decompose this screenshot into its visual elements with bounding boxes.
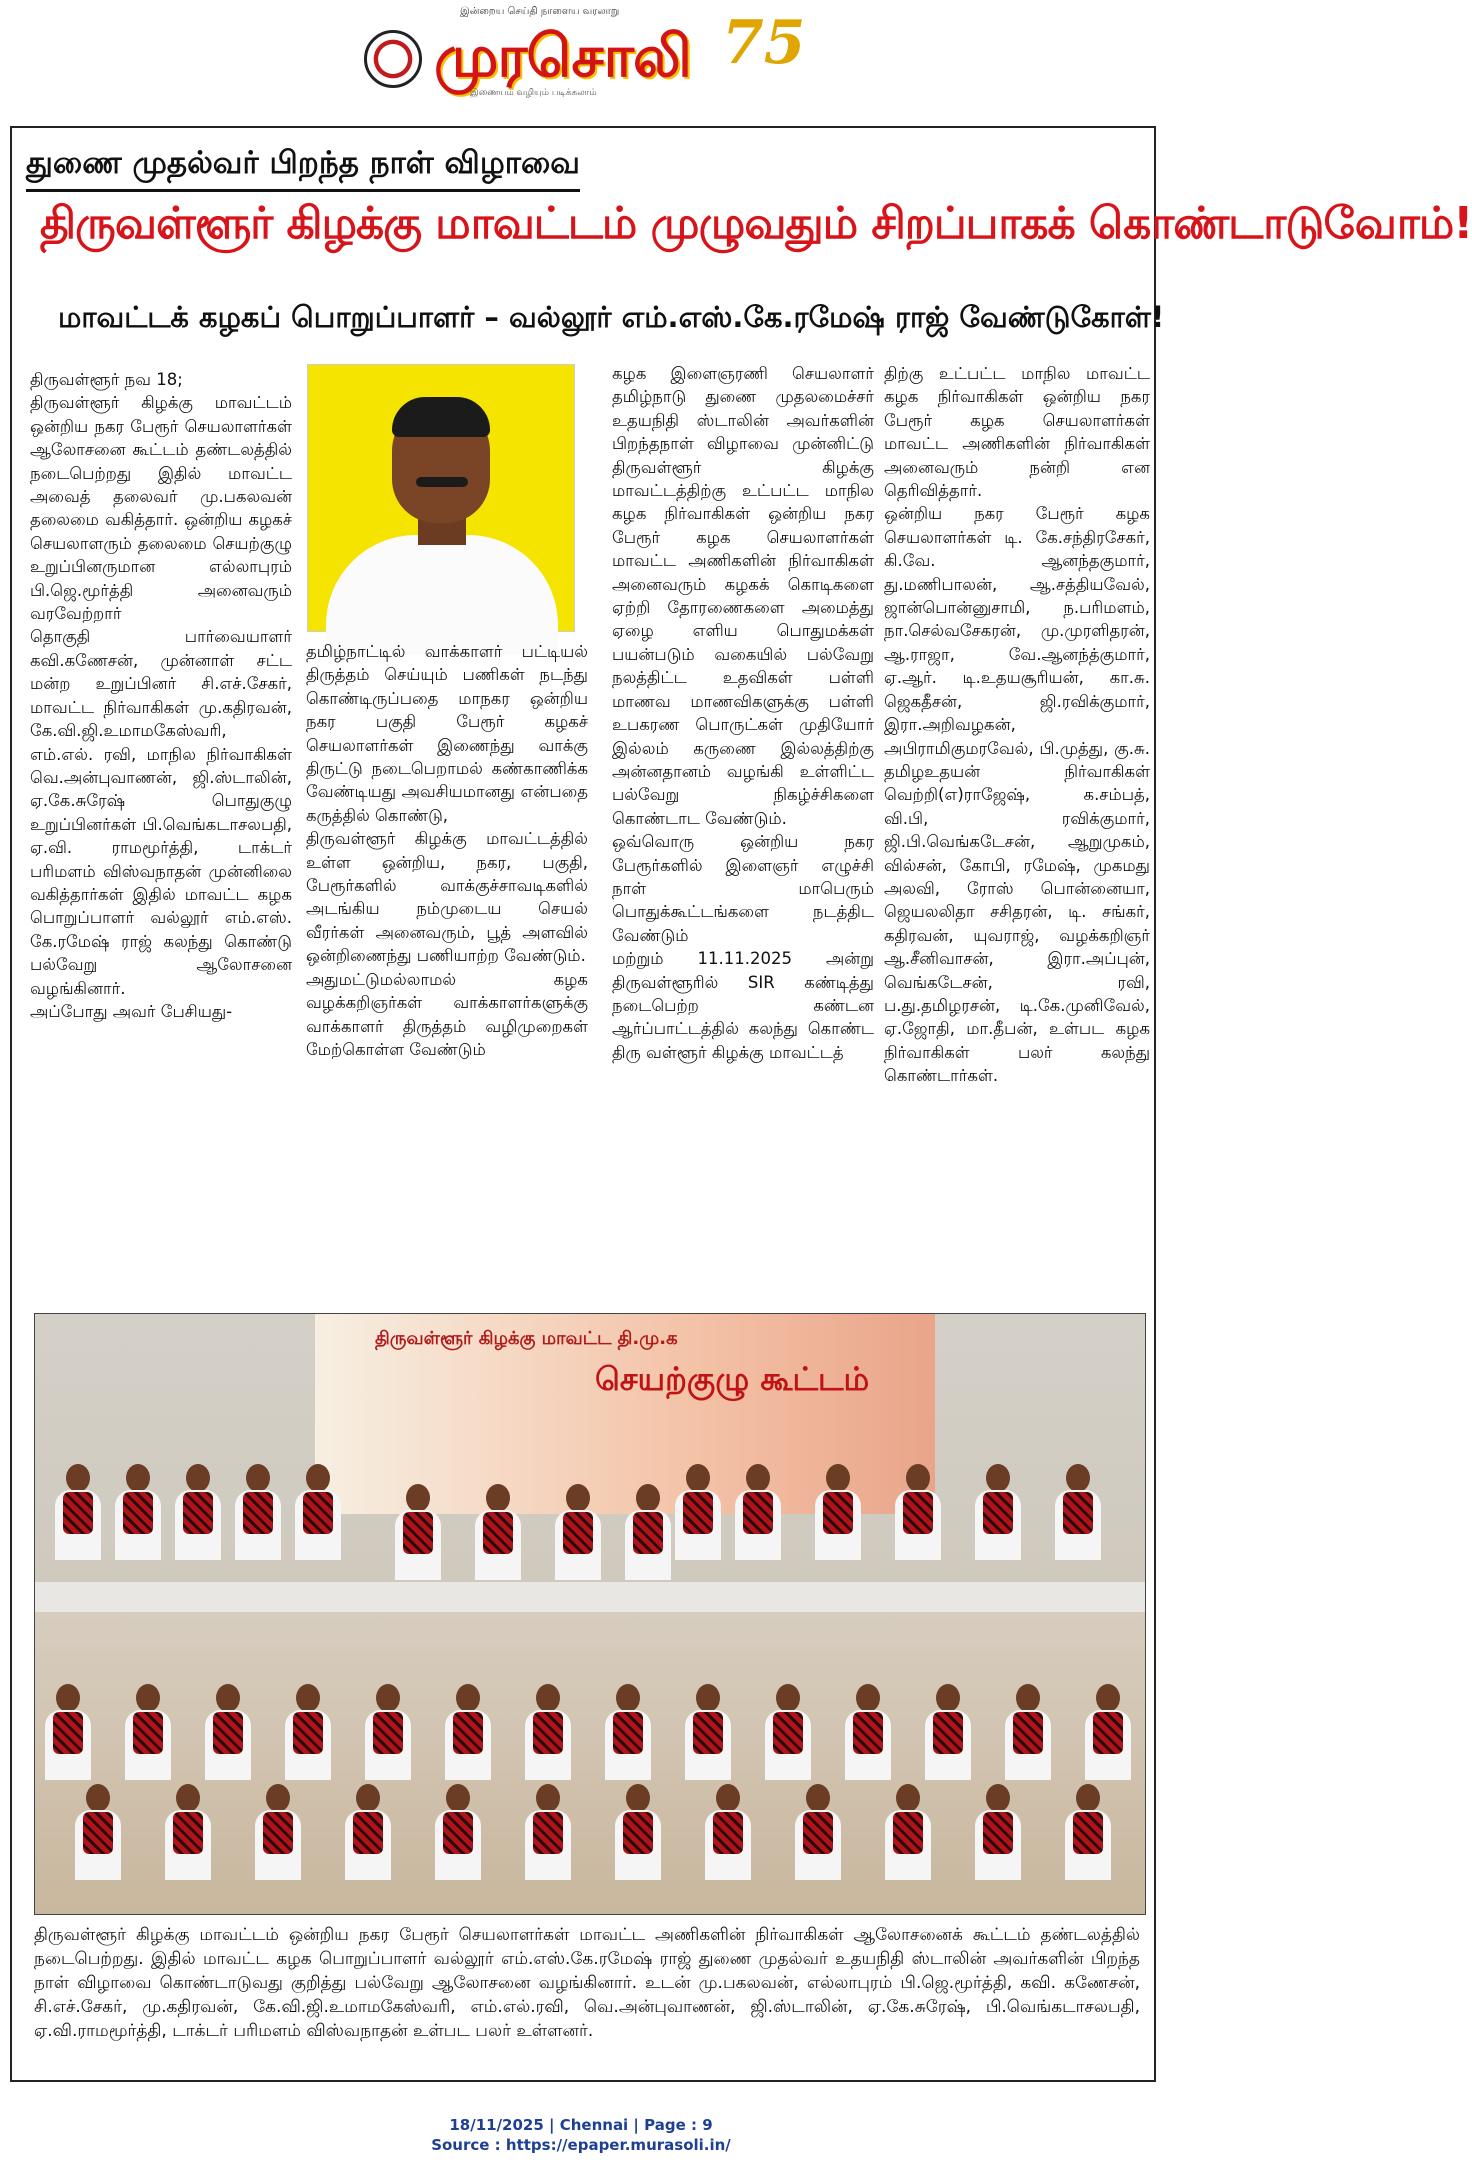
photo-person xyxy=(1085,1684,1131,1780)
article-column-2: தமிழ்நாட்டில் வாக்காளர் பட்டியல் திருத்தம் செய்யும் பணிகள் நடந்து கொண்டிருப்பதை மாநகர ஒன்றிய நகர பகுதி பேரூர் கழகச் செயலாளர்கள் இணைந்து வாக்கு திருட்டு நடைபெறாமல் கண்காணிக்க வேண்டியது அவசியமானது என்பதை கருத்தில் கொண்டு, திருவள்ளூர் கிழக்கு மாவட்டத்தில் உள்ள ஒன்றிய, நகர, பகுதி, பேரூர்களில் வாக்குச்சாவடிகளில் அடங்கிய நம்முடைய செயல் வீரர்கள் அனைவரும், பூத் அளவில் ஒன்றிணைந்து பணியாற்ற வேண்டும். அதுமட்டுமல்லாமல் கழக வழக்கறிஞர்கள் வாக்காளர்களுக்கு வாக்காளர் திருத்தம் வழிமுறைகள் மேற்கொள்ள வேண்டும் xyxy=(306,642,588,1059)
photo-person xyxy=(75,1784,121,1880)
photo-person xyxy=(925,1684,971,1780)
article-column-4: திற்கு உட்பட்ட மாநில மாவட்ட கழக நிர்வாகிகள் ஒன்றிய நகர பேரூர் கழக செயலாளர்கள் மாவட்ட அணிகளின் நிர்வாகிகள் அனைவரும் நன்றி என தெரிவித்தார். ஒன்றிய நகர பேரூர் கழக செயலாளர்கள் டி. கே.சந்திரசேகர், கி.வே. ஆனந்தகுமார், து.மணிபாலன், ஆ.சத்தியவேல், ஜான்பொன்னுசாமி, ந.பரிமளம், நா.செல்வசேகரன், மு.முரளிதரன், ஆ.ராஜா, வே.ஆனந்த்குமார், ஏ.ஆர். டி.உதயசூரியன், கா.சு. ஜெகதீசன், ஜி.ரவிக்குமார், இரா.அறிவழகன், அபிராமிகுமரவேல், பி.முத்து, கு.சு. தமிழஉதயன் நிர்வாகிகள் வெற்றி(எ)ராஜேஷ், க.சம்பத், வி.பி, ரவிக்குமார், ஜி.பி.வெங்கடேசன், ஆறுமுகம், வில்சன், கோபி, ரமேஷ், முகமது அலவி, ரோஸ் பொன்னையா, ஜெயலலிதா சசிதரன், டி. சங்கர், கதிரவன், யுவராஜ், வழக்கறிஞர் ஆ.சீனிவாசன், இரா.அப்புன், வெங்கடேசன், ரவி, ப.து.தமிழரசன், டி.கே.முனிவேல், ஏ.ஜோதி, மா.தீபன், உள்பட கழக நிர்வாகிகள் பலர் கலந்து கொண்டார்கள். xyxy=(884,364,1150,1086)
photo-person xyxy=(435,1784,481,1880)
page-footer xyxy=(0,2115,1162,2155)
photo-person xyxy=(175,1464,221,1560)
portrait-photo xyxy=(307,364,575,632)
article-column-3: கழக இளைஞரணி செயலாளர் தமிழ்நாடு துணை முதலமைச்சர் உதயநிதி ஸ்டாலின் அவர்களின் பிறந்தநாள் விழாவை முன்னிட்டு திருவள்ளூர் கிழக்கு மாவட்டத்திற்கு உட்பட்ட மாநில கழக நிர்வாகிகள் ஒன்றிய நகர பேரூர் கழக செயலாளர்கள் மாவட்ட அணிகளின் நிர்வாகிகள் அனைவரும் கழகக் கொடிகளை ஏற்றி தோரணைகளை அமைத்து ஏழை எளிய பொதுமக்கள் பயன்படும் வகையில் பல்வேறு நலத்திட்ட உதவிகள் பள்ளி மாணவ மாணவிகளுக்கு பள்ளி உபகரண பொருட்கள் முதியோர் இல்லம் கருணை இல்லத்திற்கு அன்னதானம் வழங்கி உள்ளிட்ட பல்வேறு நிகழ்ச்சிகளை கொண்டாட வேண்டும். ஒவ்வொரு ஒன்றிய நகர பேரூர்களில் இளைஞர் எழுச்சி நாள் மாபெரும் பொதுக்கூட்டங்களை நடத்திட வேண்டும் மற்றும் 11.11.2025 அன்று திருவள்ளூரில் SIR கண்டித்து நடைபெற்ற கண்டன ஆர்ப்பாட்டத்தில் கலந்து கொண்ட திரு வள்ளூர் கிழக்கு மாவட்டத் xyxy=(612,364,874,1062)
photo-person xyxy=(115,1464,161,1560)
photo-person xyxy=(1065,1784,1111,1880)
masthead-tagline: இன்றைய செய்தி நாளைய வரலாறு xyxy=(460,6,620,17)
photo-person xyxy=(205,1684,251,1780)
photo-person xyxy=(895,1464,941,1560)
photo-person xyxy=(845,1684,891,1780)
photo-banner-big: செயற்குழு கூட்டம் xyxy=(595,1360,870,1398)
event-photo xyxy=(34,1313,1146,1915)
photo-caption: திருவள்ளூர் கிழக்கு மாவட்டம் ஒன்றிய நகர பேரூர் செயலாளர்கள் மாவட்ட அணிகளின் நிர்வாகிகள் ஆலோசனைக் கூட்டம் தண்டலத்தில் நடைபெற்றது. இதில் மாவட்ட கழக பொறுப்பாளர் வல்லூர் எம்.எஸ்.கே.ரமேஷ் ராஜ் துணை முதல்வர் உதயநிதி ஸ்டாலின் அவர்களின் பிறந்த நாள் விழாவை கொண்டாடுவது குறித்து பல்வேறு ஆலோசனை வழங்கினார். உடன் மு.பகலவன், எல்லாபுரம் பி.ஜெ.மூர்த்தி, கவி. கணேசன், சி.எச்.சேகர், மு.கதிரவன், கே.வி.ஜி.உமாமகேஸ்வரி, எம்.எல்.ரவி, வெ.அன்புவாணன், ஜி.ஸ்டாலின், ஏ.கே.சுரேஷ், பி.வெங்கடாசலபதி, ஏ.வி.ராமமூர்த்தி, டாக்டர் பரிமளம் விஸ்வநாதன் உள்பட பலர் உள்ளனர். xyxy=(34,1925,1140,2041)
photo-person xyxy=(445,1684,491,1780)
masthead-title: முரசொலி xyxy=(434,22,691,90)
photo-person xyxy=(125,1684,171,1780)
masthead xyxy=(350,6,820,102)
masthead-subtitle: இணையம் வழியும் படிக்கலாம் xyxy=(470,88,597,98)
photo-person xyxy=(1055,1464,1101,1560)
anniversary-logo: 75 xyxy=(722,8,806,78)
photo-person xyxy=(685,1684,731,1780)
photo-person xyxy=(55,1464,101,1560)
photo-person xyxy=(975,1464,1021,1560)
photo-person xyxy=(675,1464,721,1560)
photo-banner-small: திருவள்ளூர் கிழக்கு மாவட்ட தி.மு.க xyxy=(375,1328,678,1349)
photo-person xyxy=(525,1684,571,1780)
article-column-1: திருவள்ளூர் நவ 18; திருவள்ளூர் கிழக்கு மாவட்டம் ஒன்றிய நகர பேரூர் செயலாளர்கள் ஆலோசனை கூட்டம் தண்டலத்தில் நடைபெற்றது இதில் மாவட்ட அவைத் தலைவர் மு.பகலவன் தலைமை வகித்தார். ஒன்றிய கழகச் செயலாளரும் தலைமை செயற்குழு உறுப்பினருமான எல்லாபுரம் பி.ஜெ.மூர்த்தி அனைவரும் வரவேற்றார் தொகுதி பார்வையாளர் கவி.கணேசன், முன்னாள் சட்ட மன்ற உறுப்பினர் சி.எச்.சேகர், மாவட்ட நிர்வாகிகள் மு.கதிரவன், கே.வி.ஜி.உமாமகேஸ்வரி, எம்.எல். ரவி, மாநில நிர்வாகிகள் வெ.அன்புவாணன், ஜி.ஸ்டாலின், ஏ.கே.சுரேஷ் பொதுகுழு உறுப்பினர்கள் பி.வெங்கடாசலபதி, ஏ.வி. ராமமூர்த்தி, டாக்டர் பரிமளம் விஸ்வநாதன் முன்னிலை வகித்தார்கள் இதில் மாவட்ட கழக பொறுப்பாளர் வல்லூர் எம்.எஸ். கே.ரமேஷ் ராஜ் கலந்து கொண்டு பல்வேறு ஆலோசனை வழங்கினார். அப்போது அவர் பேசியது- xyxy=(30,370,292,1021)
photo-person xyxy=(45,1684,91,1780)
photo-person xyxy=(235,1464,281,1560)
photo-person xyxy=(345,1784,391,1880)
article-kicker: துணை முதல்வர் பிறந்த நாள் விழாவை xyxy=(26,145,580,192)
photo-person xyxy=(165,1784,211,1880)
photo-person xyxy=(1005,1684,1051,1780)
photo-person xyxy=(285,1684,331,1780)
party-emblem-icon xyxy=(364,30,422,88)
article-subhead: மாவட்டக் கழகப் பொறுப்பாளர் – வல்லூர் எம்.எஸ்.கே.ரமேஷ் ராஜ் வேண்டுகோள்! xyxy=(58,300,1165,334)
photo-person xyxy=(605,1684,651,1780)
footer-source: Source : https://epaper.murasoli.in/ xyxy=(431,2136,731,2154)
photo-person xyxy=(815,1464,861,1560)
photo-person xyxy=(555,1484,601,1580)
photo-person xyxy=(765,1684,811,1780)
photo-person xyxy=(365,1684,411,1780)
photo-person xyxy=(255,1784,301,1880)
photo-person xyxy=(475,1484,521,1580)
photo-person xyxy=(395,1484,441,1580)
photo-person xyxy=(795,1784,841,1880)
article-headline: திருவள்ளூர் கிழக்கு மாவட்டம் முழுவதும் சிறப்பாகக் கொண்டாடுவோம்! xyxy=(40,198,1472,249)
photo-person xyxy=(975,1784,1021,1880)
photo-person xyxy=(735,1464,781,1560)
footer-date-page: 18/11/2025 | Chennai | Page : 9 xyxy=(449,2116,713,2134)
photo-person xyxy=(525,1784,571,1880)
photo-person xyxy=(705,1784,751,1880)
photo-person xyxy=(885,1784,931,1880)
photo-person xyxy=(615,1784,661,1880)
photo-person xyxy=(295,1464,341,1560)
photo-person xyxy=(625,1484,671,1580)
